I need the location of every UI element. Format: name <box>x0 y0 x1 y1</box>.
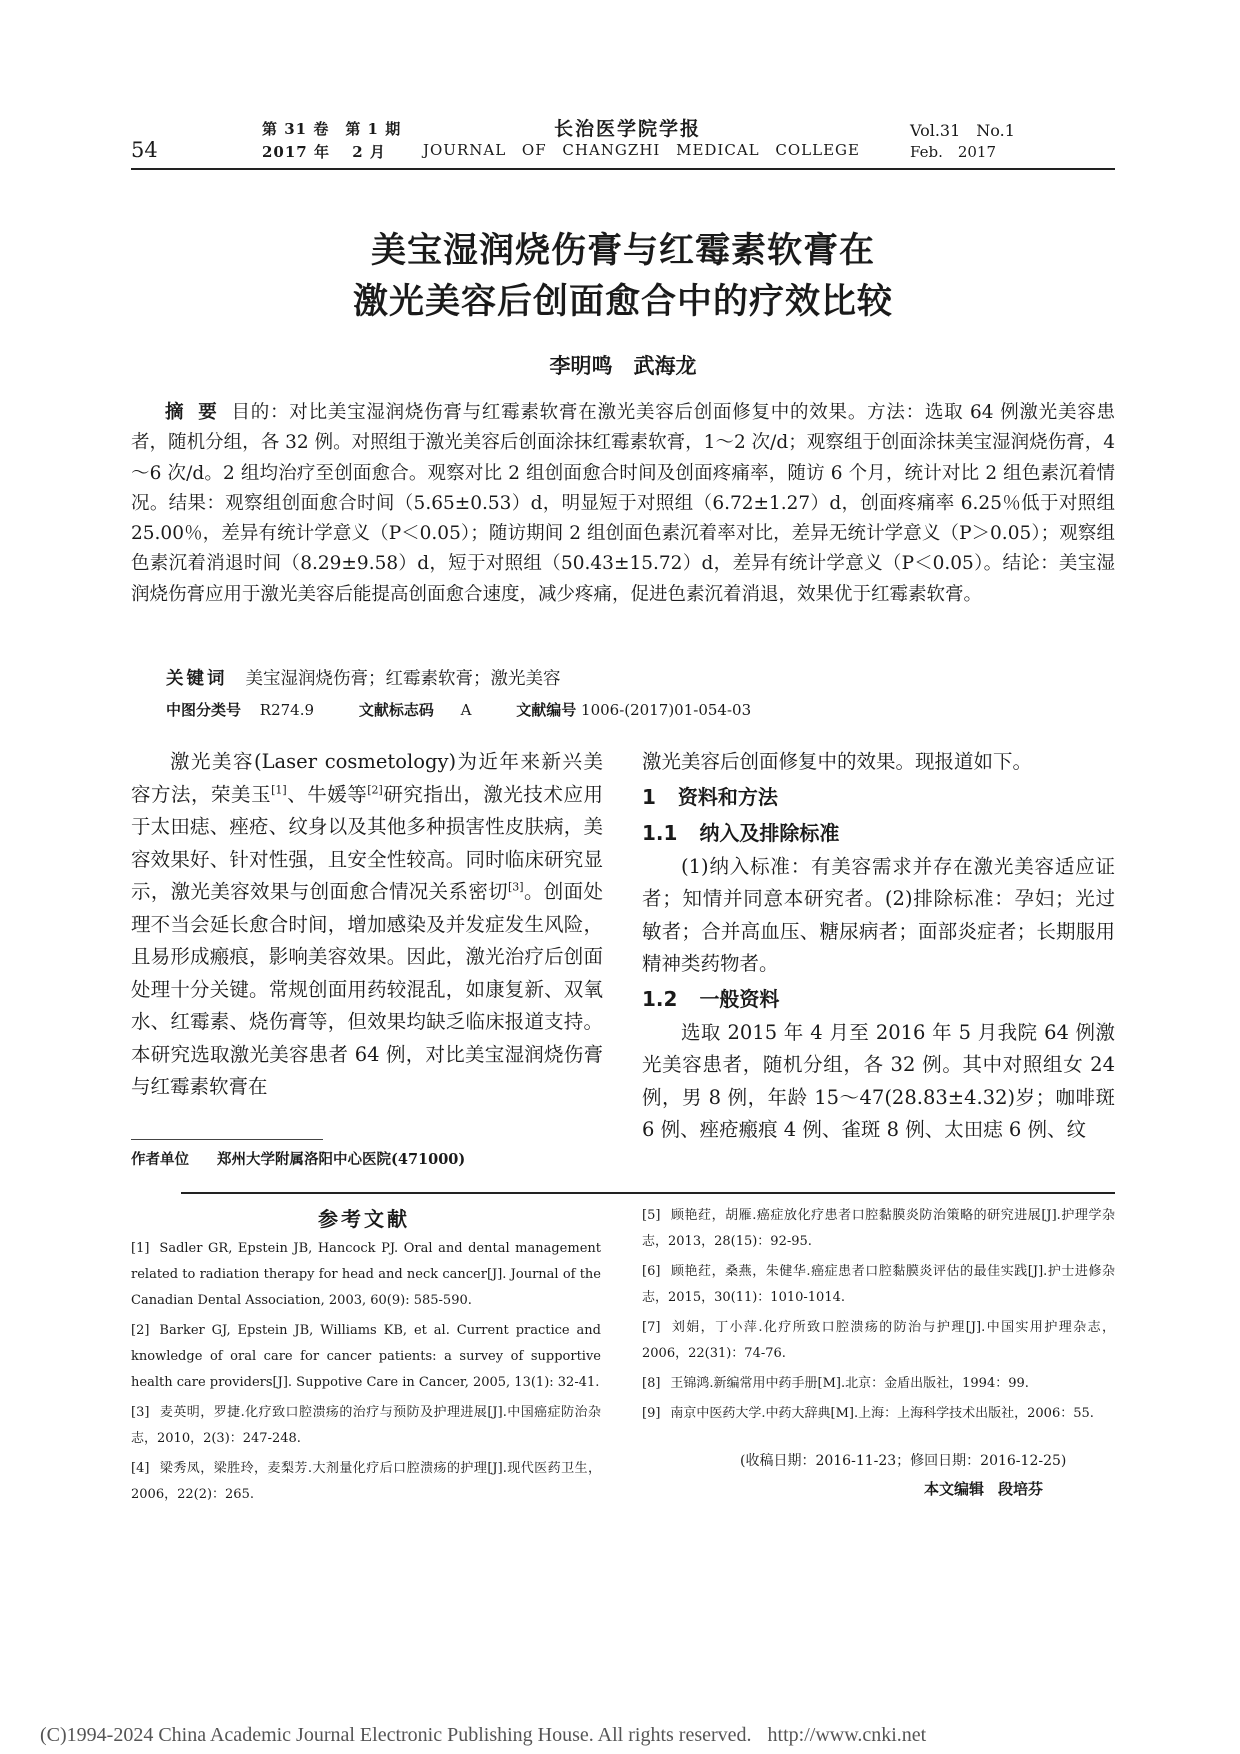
reference-item <box>642 1203 1115 1255</box>
copyright-notice <box>40 1724 926 1747</box>
article-title-line-2: 激光美容后创面愈合中的疗效比较 <box>352 282 893 322</box>
reference-item <box>131 1318 601 1396</box>
citation-2: [2] <box>367 783 383 796</box>
citation-3: [3] <box>508 880 524 894</box>
clc-value: R274.9 <box>259 701 315 719</box>
reference-item <box>642 1259 1115 1311</box>
keywords-text: 美宝湿润烧伤膏；红霉素软膏；激光美容 <box>245 669 561 689</box>
intro-text-3: 研究指出，激光技术应用于太田痣、痤疮、纹身以及其他多种损害性皮肤病，美容效果好、针对性强，且安全性较高。同时临床研究显示，激光美容效果与创面愈合情况关系密切 <box>131 782 603 903</box>
intro-text-4: 。创面处理不当会延长愈合时间，增加感染及并发症发生风险，且易形成瘢痕，影响美容效果。因此，激光治疗后创面处理十分关键。常规创面用药较混乱，如康复新、双氧水、红霉素、烧伤膏等，但效果均缺乏临床报道支持。本研究选取激光美容患者 64 例，对比美宝湿润烧伤膏与红霉素软膏在 <box>131 880 603 1098</box>
body-column-left <box>131 746 603 1104</box>
reference-text: 顾艳荭，胡雁.癌症放化疗患者口腔黏膜炎防治策略的研究进展[J].护理学杂志，2013，28(15)：92-95. <box>642 1208 1115 1249</box>
abstract-text: 目的：对比美宝湿润烧伤膏与红霉素软膏在激光美容后创面修复中的效果。方法：选取 64 例激光美容患者，随机分组，各 32 例。对照组于激光美容后创面涂抹红霉素软膏，1～2 次/d；观察组于创面涂抹美宝湿润烧伤膏，4～6 次/d。2 组均治疗至创面愈合。观察对比 2 组创面愈合时间及创面疼痛率，随访 6 个月，统计对比 2 组色素沉着情况。结果：观察组创面愈合时间（5.65±0.53）d，明显短于对照组（6.72±1.27）d，创面疼痛率 6.25％低于对照组 25.00％，差异有统计学意义（P＜0.05）；随访期间 2 组创面色素沉着率对比，差异无统计学意义（P＞0.05）；观察组色素沉着消退时间（8.29±9.58）d，短于对照组（50.43±15.72）d，差异有统计学意义（P＜0.05）。结论：美宝湿润烧伤膏应用于激光美容后能提高创面愈合速度，减少疼痛，促进色素沉着消退，效果优于红霉素软膏。 <box>131 402 1115 605</box>
section-title: 资料和方法 <box>677 784 778 809</box>
reference-item <box>642 1371 1115 1397</box>
doc-code-value: A <box>460 701 472 719</box>
doc-code-label: 文献标志码 <box>358 701 434 719</box>
reference-number: [8] <box>642 1376 661 1391</box>
reference-number: [1] <box>131 1241 150 1256</box>
editor-name: 段培芬 <box>998 1480 1044 1498</box>
reference-number: [7] <box>642 1320 661 1335</box>
article-title-line-1: 美宝湿润烧伤膏与红霉素软膏在 <box>370 231 875 271</box>
author-affiliation <box>131 1148 465 1169</box>
clc-label: 中图分类号 <box>166 701 242 719</box>
article-number-label: 文献编号 <box>516 701 577 719</box>
publication-date-en: Feb. 2017 <box>910 143 997 161</box>
reference-text: 王锦鸿.新编常用中药手册[M].北京：金盾出版社，1994：99. <box>670 1376 1029 1391</box>
abstract-label: 摘要 <box>165 402 232 423</box>
reference-number: [5] <box>642 1208 661 1223</box>
intro-text-2: 、牛媛等 <box>286 782 368 806</box>
reference-item <box>642 1401 1115 1427</box>
reference-text: 梁秀凤，梁胜玲，麦梨芳.大剂量化疗后口腔溃疡的护理[J].现代医药卫生，2006，22(2)：265. <box>131 1461 601 1502</box>
reference-item <box>131 1456 601 1508</box>
affiliation-label: 作者单位 <box>131 1151 189 1168</box>
reference-number: [2] <box>131 1323 150 1338</box>
volume-issue-cn: 第 31 卷 第 1 期 <box>262 120 402 138</box>
reference-text: 顾艳荭，桑燕，朱健华.癌症患者口腔黏膜炎评估的最佳实践[J].护士进修杂志，2015，30(11)：1010-1014. <box>642 1264 1115 1305</box>
authors: 李明鸣 武海龙 <box>549 354 697 378</box>
editor-credit <box>924 1478 1043 1499</box>
criteria-paragraph: (1)纳入标准：有美容需求并存在激光美容适应证者；知情并同意本研究者。(2)排除标准：孕妇；光过敏者；合并高血压、糖尿病者；面部炎症者；长期服用精神类药物者。 <box>642 854 1115 975</box>
article-number-value: 1006-(2017)01-054-03 <box>581 701 752 719</box>
subsection-title: 纳入及排除标准 <box>699 820 840 845</box>
intro-continuation: 激光美容后创面修复中的效果。现报道如下。 <box>642 750 1033 773</box>
section-number: 1 <box>642 784 656 809</box>
received-dates: (收稿日期：2016-11-23；修回日期：2016-12-25) <box>740 1453 1067 1469</box>
references-title: 参考文献 <box>318 1207 410 1231</box>
keywords-label: 关键词 <box>166 669 228 689</box>
subsection-number: 1.2 <box>642 986 678 1011</box>
references-list-right <box>642 1203 1115 1431</box>
publication-date-cn: 2017 年 2 月 <box>262 143 386 161</box>
abstract <box>131 398 1115 610</box>
journal-name-en: JOURNAL OF CHANGZHI MEDICAL COLLEGE <box>423 141 860 159</box>
reference-item <box>131 1400 601 1452</box>
reference-text: Barker GJ, Epstein JB, Williams KB, et al. Current practice and knowledge of oral care for cancer patients: a survey of supportive health care providers[J]. Suppotive Care in Cancer, 2005, 13(1): 32-41. <box>131 1323 601 1390</box>
reference-text: 麦英明，罗捷.化疗致口腔溃疡的治疗与预防及护理进展[J].中国癌症防治杂志，2010，2(3)：247-248. <box>131 1405 601 1446</box>
reference-text: 南京中医药大学.中药大辞典[M].上海：上海科学技术出版社，2006：55. <box>670 1406 1094 1421</box>
editor-label: 本文编辑 <box>924 1480 985 1498</box>
reference-item <box>131 1236 601 1314</box>
section-heading-1 <box>642 779 1115 815</box>
subsection-number: 1.1 <box>642 820 678 845</box>
reference-number: [9] <box>642 1406 661 1421</box>
reference-number: [6] <box>642 1264 661 1279</box>
reference-text: 刘娟，丁小萍.化疗所致口腔溃疡的防治与护理[J].中国实用护理杂志，2006，22(31)：74-76. <box>642 1320 1115 1361</box>
intro-text-1: 激光美容(Laser cosmetology)为近年来新兴美容方法，荣美玉 <box>131 750 603 806</box>
page-number: 54 <box>131 138 158 162</box>
classification-line <box>166 699 751 720</box>
reference-number: [3] <box>131 1405 150 1420</box>
reference-number: [4] <box>131 1461 150 1476</box>
keywords <box>166 665 561 690</box>
volume-issue-en: Vol.31 No.1 <box>910 121 1015 140</box>
intro-paragraph <box>131 746 603 1104</box>
reference-item <box>642 1315 1115 1367</box>
header-rule <box>131 168 1115 170</box>
copyright-text: (C)1994-2024 China Academic Journal Electronic Publishing House. All rights reserved. <box>40 1724 752 1746</box>
body-column-right <box>642 746 1115 1147</box>
journal-name-cn: 长治医学院学报 <box>554 118 702 140</box>
section-heading-1-1 <box>642 815 1115 851</box>
general-data-paragraph: 选取 2015 年 4 月至 2016 年 5 月我院 64 例激光美容患者，随机分组，各 32 例。其中对照组女 24 例，男 8 例，年龄 15～47(28.83±4.32)岁；咖啡斑 6 例、痤疮瘢痕 4 例、雀斑 8 例、太田痣 6 例、纹 <box>642 1020 1115 1141</box>
subsection-title: 一般资料 <box>699 986 780 1011</box>
reference-text: Sadler GR, Epstein JB, Hancock PJ. Oral and dental management related to radiation therapy for head and neck cancer[J]. Journal of the Canadian Dental Association, 2003, 60(9): 585-590. <box>131 1241 601 1308</box>
copyright-url: http://www.cnki.net <box>767 1724 927 1746</box>
footnote-rule <box>131 1139 323 1140</box>
references-rule <box>181 1192 1115 1194</box>
citation-1: [1] <box>271 783 287 796</box>
affiliation-text: 郑州大学附属洛阳中心医院(471000) <box>217 1151 466 1168</box>
references-list-left <box>131 1236 601 1512</box>
section-heading-1-2 <box>642 981 1115 1017</box>
